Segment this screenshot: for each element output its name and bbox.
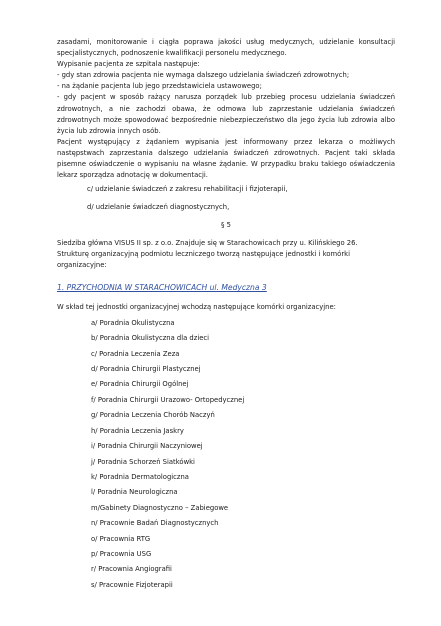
discharge-condition-3: - gdy pacjent w sposób rażący narusza porządek lub przebieg procesu udzielania świadczeń zdrowotnych, a nie zachodzi obawa, że odmowa lub zaprzestanie udzielania świadczeń zdrowotnych może spowodować bezpośrednie niebezpieczeństwo dla jego życia lub zdrowia albo życia lub zdrowia innych osób.: [57, 93, 395, 135]
paragraph-units-intro: W skład tej jednostki organizacyjnej wchodzą następujące komórki organizacyjne:: [57, 302, 336, 311]
unit-item: e/ Poradnia Chirurgii Ogólnej: [91, 380, 189, 389]
unit-item: h/ Poradnia Leczenia Jaskry: [91, 426, 184, 435]
unit-item: k/ Poradnia Dermatologiczna: [91, 472, 189, 481]
unit-item: n/ Pracownie Badań Diagnostycznych: [91, 519, 219, 528]
units-list: [57, 316, 395, 593]
paragraph-headquarters: Siedziba główna VISUS II sp. z o.o. Znajduje się w Starachowicach przy u. Kilińskiego 26.: [57, 238, 358, 247]
discharge-condition-1: - gdy stan zdrowia pacjenta nie wymaga dalszego udzielania świadczeń zdrowotnych;: [57, 71, 350, 80]
discharge-condition-2: - na żądanie pacjenta lub jego przedstawiciela ustawowego;: [57, 82, 262, 91]
unit-item: i/ Poradnia Chirurgii Naczyniowej: [91, 442, 203, 451]
unit-item: j/ Poradnia Schorzeń Siatkówki: [91, 457, 195, 466]
unit-item: o/ Pracownia RTG: [91, 534, 151, 543]
clinic-heading: 1. PRZYCHODNIA W STARACHOWICACH ul. Medyczna 3: [57, 283, 267, 293]
unit-item: d/ Poradnia Chirurgii Plastycznej: [91, 365, 201, 374]
unit-item: s/ Pracownie Fizjoterapii: [91, 580, 173, 589]
service-item-d: d/ udzielanie świadczeń diagnostycznych,: [87, 203, 230, 212]
paragraph-intro: zasadami, monitorowanie i ciągła poprawa jakości usług medycznych, udzielanie konsultacji specjalistycznych, podnoszenie kwalifikacji personelu medycznego.: [57, 38, 395, 58]
paragraph-patient-request: Pacjent występujący z żądaniem wypisania jest informowany przez lekarza o możliwych następstwach zaprzestania dalszego udzielania świadczeń zdrowotnych. Pacjent taki składa pisemne oświadczenie o wypisaniu na własne żądanie. W przypadku braku takiego oświadczenia lekarz sporządza adnotację w dokumentacji.: [57, 137, 395, 180]
unit-item: c/ Poradnia Leczenia Zeza: [91, 349, 180, 358]
unit-item: g/ Poradnia Leczenia Chorób Naczyń: [91, 411, 215, 420]
unit-item: r/ Pracownia Angiografii: [91, 565, 172, 574]
paragraph-structure: Strukturę organizacyjną podmiotu leczniczego tworzą następujące jednostki i komórki organizacyjne:: [57, 249, 350, 270]
unit-item: l/ Poradnia Neurologiczna: [91, 488, 178, 497]
section-marker: § 5: [221, 221, 231, 229]
unit-item: b/ Poradnia Okulistyczna dla dzieci: [91, 334, 210, 343]
unit-item: f/ Poradnia Chirurgii Urazowo- Ortopedycznej: [91, 395, 245, 404]
unit-item: p/ Pracownia USG: [91, 549, 152, 558]
unit-item: a/ Poradnia Okulistyczna: [91, 318, 175, 327]
unit-item: m/Gabinety Diagnostyczno – Zabiegowe: [91, 503, 229, 512]
paragraph-discharge: Wypisanie pacjenta ze szpitala następuje:: [57, 60, 200, 69]
service-item-c: c/ udzielanie świadczeń z zakresu rehabilitacji i fizjoterapii,: [87, 185, 288, 194]
